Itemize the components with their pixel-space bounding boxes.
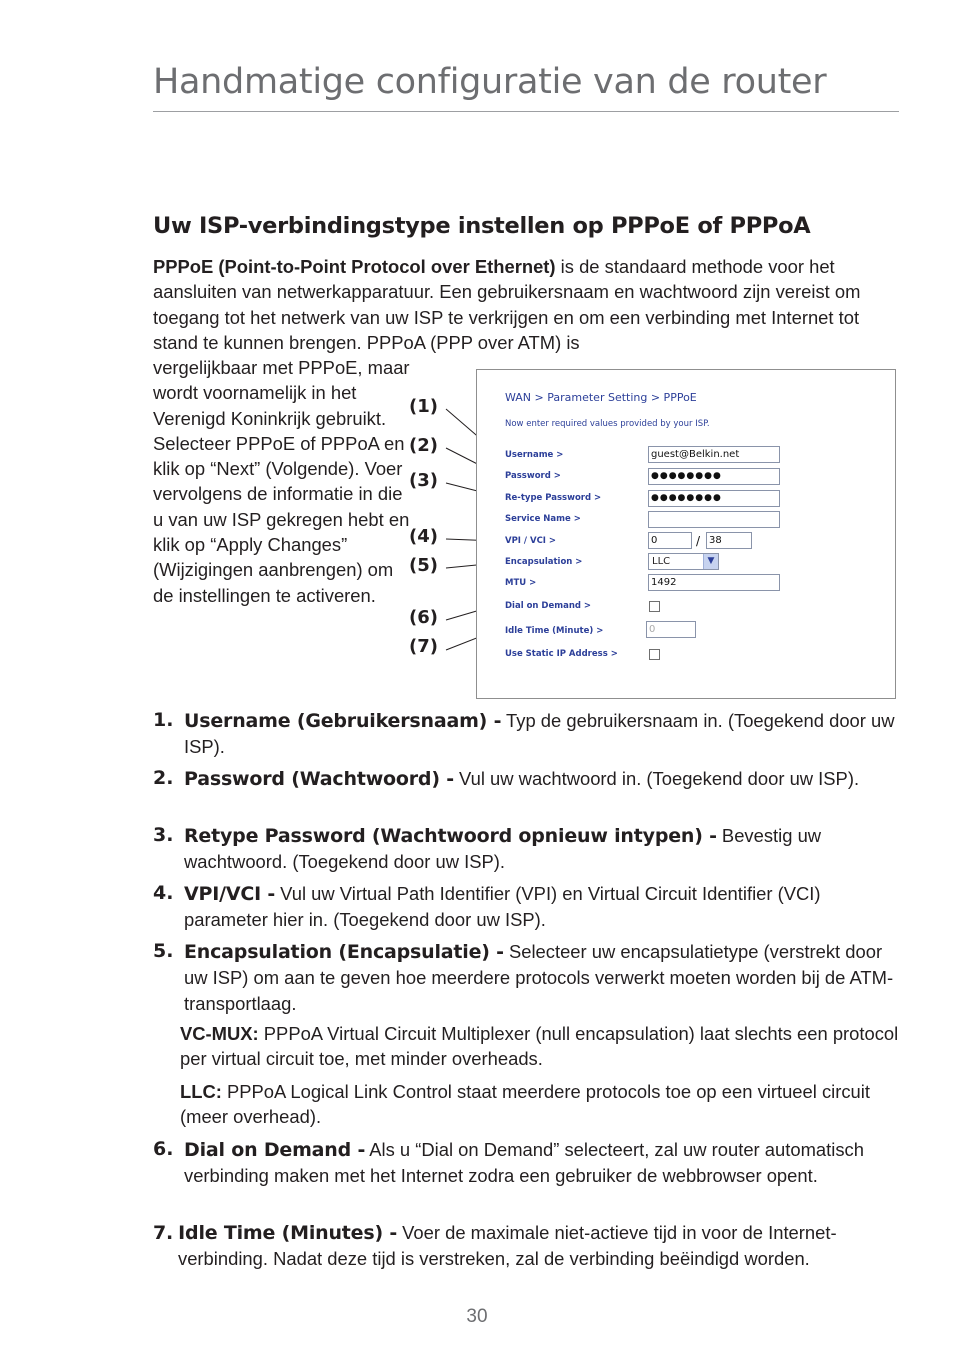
callout-3: (3)	[409, 470, 438, 491]
vci-input[interactable]: 38	[706, 532, 752, 549]
callout-2: (2)	[409, 435, 438, 456]
list-text: Typ de gebruikersnaam in. (Toegekend door uw ISP).	[184, 710, 895, 758]
username-label: Username >	[505, 450, 564, 460]
callout-5: (5)	[409, 555, 438, 576]
vpi-input[interactable]: 0	[648, 532, 692, 549]
vpi-vci-separator: /	[696, 534, 701, 548]
list-text: Vul uw Virtual Path Identifier (VPI) en Virtual Circuit Identifier (VCI) parameter hier in. (Toegekend door uw ISP).	[184, 883, 821, 931]
list-item-6	[153, 1137, 898, 1189]
list-item-2	[153, 766, 898, 792]
note-text: PPPoA Virtual Circuit Multiplexer (null encapsulation) laat slechts een protocol per virtual circuit toe, met minder overheads.	[180, 1023, 899, 1070]
list-text: Bevestig uw wachtwoord. (Toegekend door uw ISP).	[184, 825, 822, 873]
encap-note-llc	[180, 1079, 900, 1130]
title-divider	[153, 111, 899, 112]
password-input[interactable]: ●●●●●●●●	[648, 468, 780, 485]
static-ip-checkbox[interactable]	[649, 649, 660, 660]
mtu-label: MTU >	[505, 578, 537, 588]
dial-on-demand-label: Dial on Demand >	[505, 601, 592, 611]
list-term: VPI/VCI -	[184, 883, 276, 905]
callout-7: (7)	[409, 636, 438, 657]
section-heading: Uw ISP-verbindingstype instellen op PPPoE of PPPoA	[153, 213, 811, 239]
page-number: 30	[466, 1306, 488, 1327]
callout-6: (6)	[409, 607, 438, 628]
service-name-label: Service Name >	[505, 514, 581, 524]
list-text: Selecteer uw encapsulatietype (verstrekt door uw ISP) om aan te geven hoe meerdere protocols verwerkt moeten worden bij de ATM-transportlaag.	[184, 941, 894, 1014]
list-term: Password (Wachtwoord) -	[184, 768, 454, 790]
list-number: 6.	[153, 1138, 174, 1160]
mtu-input[interactable]: 1492	[648, 574, 780, 591]
encap-note-vcmux	[180, 1021, 900, 1072]
list-term: Username (Gebruikersnaam) -	[184, 710, 502, 732]
list-text: Als u “Dial on Demand” selecteert, zal uw router automatisch verbinding maken met het Internet zodra een gebruiker de webbrowser opent.	[184, 1139, 864, 1187]
list-term: Retype Password (Wachtwoord opnieuw intypen) -	[184, 825, 717, 847]
callout-4: (4)	[409, 526, 438, 547]
list-item-3	[153, 823, 898, 875]
list-number: 1.	[153, 709, 174, 731]
retype-password-input[interactable]: ●●●●●●●●	[648, 490, 780, 507]
retype-password-label: Re-type Password >	[505, 493, 602, 503]
encapsulation-label: Encapsulation >	[505, 557, 583, 567]
dial-on-demand-checkbox[interactable]	[649, 601, 660, 612]
list-term: Idle Time (Minutes) -	[178, 1222, 398, 1244]
service-name-input[interactable]	[648, 511, 780, 528]
vpi-vci-label: VPI / VCI >	[505, 536, 557, 546]
list-number: 4.	[153, 882, 174, 904]
encapsulation-value: LLC	[652, 556, 671, 567]
static-ip-label: Use Static IP Address >	[505, 649, 618, 659]
page-title: Handmatige configuratie van de router	[153, 62, 827, 102]
list-number: 5.	[153, 940, 174, 962]
list-number: 2.	[153, 767, 174, 789]
router-settings-screenshot	[476, 369, 896, 699]
intro-text: is de standaard methode voor het aansluiten van netwerkapparatuur. Een gebruikersnaam en wachtwoord zijn vereist om toegang tot het netwerk van uw ISP te verkrijgen en om een verbinding met Internet tot stand te kunnen brengen. PPPoA (PPP over ATM) is	[153, 256, 861, 353]
note-label: VC-MUX:	[180, 1023, 259, 1044]
username-input[interactable]: guest@Belkin.net	[648, 446, 780, 463]
intro-bold-lead: PPPoE (Point-to-Point Protocol over Ethernet)	[153, 256, 556, 277]
chevron-down-icon[interactable]: ▼	[703, 554, 718, 569]
idle-time-input[interactable]: 0	[646, 621, 696, 638]
list-item-7	[153, 1220, 893, 1272]
list-term: Encapsulation (Encapsulatie) -	[184, 941, 504, 963]
list-item-4	[153, 881, 898, 933]
password-label: Password >	[505, 471, 561, 481]
list-text: Vul uw wachtwoord in. (Toegekend door uw ISP).	[453, 768, 860, 789]
intro-paragraph	[153, 254, 893, 355]
list-item-5	[153, 939, 898, 1016]
screenshot-breadcrumb: WAN > Parameter Setting > PPPoE	[505, 391, 697, 404]
note-label: LLC:	[180, 1081, 222, 1102]
note-text: PPPoA Logical Link Control staat meerdere protocols toe op een virtueel circuit (meer overhead).	[180, 1081, 870, 1128]
list-term: Dial on Demand -	[184, 1139, 366, 1161]
encapsulation-select[interactable]	[648, 553, 719, 570]
idle-time-label: Idle Time (Minute) >	[505, 626, 604, 636]
list-number: 3.	[153, 824, 174, 846]
callout-1: (1)	[409, 396, 438, 417]
intro-side-paragraph: vergelijkbaar met PPPoE, maar wordt voornamelijk in het Verenigd Koninkrijk gebruikt. Selecteer PPPoE of PPPoA en klik op “Next” (Volgende). Voer vervolgens de informatie in die u van uw ISP gekregen hebt en klik op “Apply Changes” (Wijzigingen aanbrengen) om de instellingen te activeren.	[153, 357, 410, 606]
list-number: 7.	[153, 1222, 174, 1244]
screenshot-instruction: Now enter required values provided by your ISP.	[505, 419, 710, 429]
list-item-1	[153, 708, 898, 760]
list-text: Voer de maximale niet-actieve tijd in voor de Internet-verbinding. Nadat deze tijd is verstreken, zal de verbinding beëindigd worden.	[178, 1222, 837, 1270]
